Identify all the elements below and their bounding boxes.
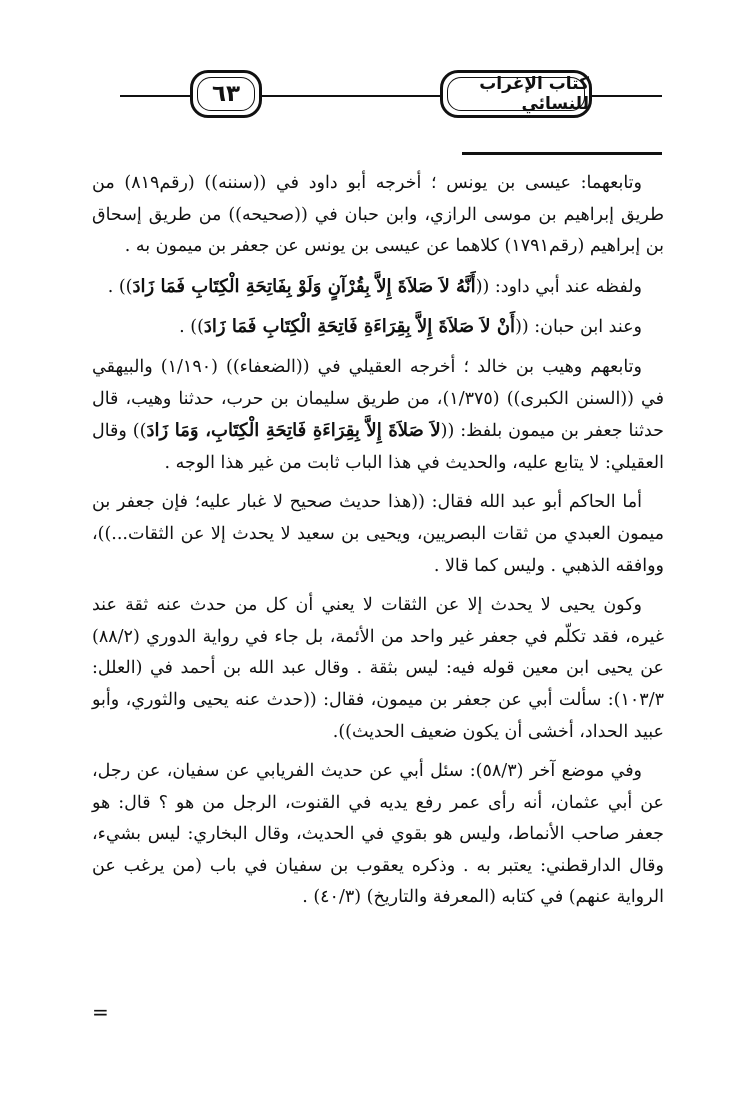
paragraph-text: )) وقال العقيلي: لا يتابع عليه، والحديث في هذا الباب ثابت من غير هذا الوجه . xyxy=(92,421,664,473)
page-number-text: ٦٣ xyxy=(211,81,241,107)
book-title: كتاب الإغراب للنسائي xyxy=(479,74,589,114)
header-rule-middle xyxy=(262,95,440,97)
hadith-quote: أَنَّهُ لاَ صَلاَةَ إِلاَّ بِقُرْآنٍ وَلَوْ بِفَاتِحَةِ الْكِتَابِ فَمَا زَادَ xyxy=(132,275,476,297)
paragraph xyxy=(92,590,664,748)
text-separator-rule xyxy=(462,152,662,155)
paragraph xyxy=(92,168,664,263)
hadith-quote: لاَ صَلاَةَ إِلاَّ بِقِرَاءَةِ فَاتِحَةِ الْكِتَابِ، وَمَا زَادَ xyxy=(146,420,441,442)
page-number xyxy=(190,70,262,118)
paragraph-text: وعند ابن حبان: (( xyxy=(515,317,642,338)
paragraph-text: وتابعهم وهيب بن خالد ؛ أخرجه العقيلي في ((الضعفاء)) (١/١٩٠) والبيهقي في ((السنن الكبرى)) (١/٣٧٥)، من طريق سليمان بن حرب، حدثنا وهيب، قال حدثنا جعفر بن ميمون بلفظ: (( xyxy=(92,356,664,442)
book-title-box xyxy=(440,70,592,118)
page-header xyxy=(0,0,750,140)
paragraph-text: أما الحاكم أبو عبد الله فقال: ((هذا حديث صحيح لا غبار عليه؛ فإن جعفر بن ميمون العبدي من ثقات البصريين، ويحيى بن سعيد لا يحدث إلا عن الثقات...))، ووافقه الذهبي . وليس كما قالا . xyxy=(92,492,664,576)
hadith-quote: أَنْ لاَ صَلاَةَ إِلاَّ بِقِرَاءَةِ فَاتِحَةِ الْكِتَابِ فَمَا زَادَ xyxy=(203,316,516,338)
paragraph-text: ولفظه عند أبي داود: (( xyxy=(475,276,642,297)
header-rule-left xyxy=(120,95,190,97)
paragraph-text: وكون يحيى لا يحدث إلا عن الثقات لا يعني أن كل من حدث عنه ثقة عند غيره، فقد تكلّم في جعفر غير واحد من الأئمة، بل جاء في رواية الدوري (٨٨/٢) عن يحيى ابن معين قوله فيه: ليس بثقة . وقال عبد الله بن أحمد في (العلل: ١٠٣/٣): سألت أبي عن جعفر بن ميمون، فقال: ((حدث عنه يحيى والثوري، وأبو عبيد الحداد، أخشى أن يكون ضعيف الحديث)). xyxy=(92,595,664,742)
paragraph-text: وفي موضع آخر (٥٨/٣): سئل أبي عن حديث الفريابي عن سفيان، عن رجل، عن أبي عثمان، أنه رأى عمر رفع يديه في القنوت، الرجل من هو ؟ قال: هو جعفر صاحب الأنماط، وليس هو بقوي في الحديث، وقال البخاري: ليس بشيء، وقال الدارقطني: يعتبر به . وذكره يعقوب بن سفيان في باب (من يرغب عن الرواية عنهم) في كتابه (المعرفة والتاريخ) (٤٠/٣) . xyxy=(92,761,664,908)
continuation-mark: = xyxy=(92,1000,109,1024)
paragraph xyxy=(92,756,664,914)
paragraph xyxy=(92,487,664,582)
paragraph xyxy=(92,311,664,344)
paragraph xyxy=(92,271,664,304)
paragraph-text: )) . xyxy=(179,317,204,338)
paragraph-text: )) . xyxy=(107,276,133,297)
paragraph xyxy=(92,352,664,479)
paragraph-text: وتابعهما: عيسى بن يونس ؛ أخرجه أبو داود في ((سننه)) (رقم٨١٩) من طريق إبراهيم بن موسى الرازي، وابن حبان في ((صحيحه)) من طريق إسحاق بن إبراهيم (رقم١٧٩١) كلاهما عن عيسى بن يونس عن جعفر بن ميمون به . xyxy=(92,173,664,257)
header-rule-right xyxy=(592,95,662,97)
body-text xyxy=(92,168,664,922)
